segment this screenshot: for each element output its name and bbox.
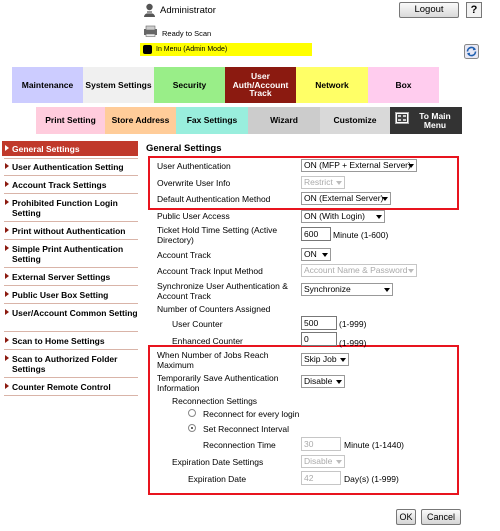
- enhanced-counter-label: Enhanced Counter: [172, 336, 243, 346]
- ticket-hold-input[interactable]: 600: [301, 227, 331, 241]
- dropdown-arrow-icon: [376, 215, 382, 219]
- tab-box[interactable]: Box: [368, 67, 439, 103]
- account-track-input-value: Account Name & Password: [304, 265, 408, 275]
- sidebar-item-print-without-authentication[interactable]: [4, 226, 138, 236]
- administrator-icon: [143, 3, 156, 17]
- sidebar-divider: [4, 193, 138, 194]
- expiration-date-unit: Day(s) (1-999): [344, 474, 399, 484]
- sidebar-item-user-authentication-setting[interactable]: [4, 162, 138, 172]
- printer-status-icon: [143, 25, 158, 37]
- arrow-right-icon: [5, 245, 9, 251]
- sidebar-divider: [4, 239, 138, 240]
- account-track-value: ON: [304, 249, 317, 259]
- user-counter-unit: (1-999): [339, 319, 367, 329]
- tab-wizard[interactable]: Wizard: [248, 107, 320, 134]
- dropdown-arrow-icon: [408, 164, 414, 168]
- default-auth-method-select[interactable]: [301, 192, 391, 205]
- main-menu-icon: [395, 112, 409, 124]
- sidebar-item-external-server-settings[interactable]: [4, 272, 138, 282]
- sidebar-divider: [4, 349, 138, 350]
- jobs-reach-max-select[interactable]: [301, 353, 349, 366]
- expiration-date-settings-value: Disable: [304, 456, 333, 466]
- device-status: Ready to Scan: [162, 29, 212, 38]
- sidebar-item-label: Counter Remote Control: [12, 382, 111, 392]
- page-title: General Settings: [146, 143, 222, 154]
- arrow-right-icon: [5, 273, 9, 279]
- sidebar-divider: [4, 158, 138, 159]
- user-counter-input[interactable]: 500: [301, 316, 337, 330]
- sidebar-divider: [4, 267, 138, 268]
- reconnection-settings-label: Reconnection Settings: [172, 396, 258, 406]
- overwrite-user-info-label: Overwrite User Info: [157, 178, 231, 188]
- tab-user-auth-account-track[interactable]: User Auth/Account Track: [225, 67, 296, 103]
- account-track-select[interactable]: [301, 248, 331, 261]
- logout-button[interactable]: Logout: [399, 2, 459, 18]
- mode-status: In Menu (Admin Mode): [156, 46, 228, 53]
- dropdown-arrow-icon: [382, 197, 388, 201]
- expiration-date-settings-select[interactable]: [301, 455, 345, 468]
- set-reconnect-interval-radio[interactable]: [188, 424, 196, 432]
- dropdown-arrow-icon: [336, 460, 342, 464]
- sidebar-item-general-settings[interactable]: [4, 144, 138, 154]
- arrow-right-icon: [5, 227, 9, 233]
- default-auth-method-value: ON (External Server): [304, 193, 384, 203]
- sidebar-item-label: Prohibited Function Login Setting: [12, 198, 118, 218]
- reconnection-time-label: Reconnection Time: [203, 440, 276, 450]
- account-track-input-label: Account Track Input Method: [157, 266, 263, 276]
- counters-assigned-label: Number of Counters Assigned: [157, 304, 271, 314]
- dropdown-arrow-icon: [336, 181, 342, 185]
- account-track-input-select[interactable]: [301, 264, 417, 277]
- dropdown-arrow-icon: [408, 269, 414, 273]
- dropdown-arrow-icon: [336, 380, 342, 384]
- overwrite-user-info-value: Restrict: [304, 177, 333, 187]
- user-auth-label: User Authentication: [157, 161, 231, 171]
- reconnect-every-login-radio[interactable]: [188, 409, 196, 417]
- enhanced-counter-unit: (1-999): [339, 338, 367, 348]
- tab-network[interactable]: Network: [296, 67, 368, 103]
- sync-auth-select[interactable]: [301, 283, 393, 296]
- sidebar-item-label: User/Account Common Setting: [12, 308, 138, 318]
- account-track-label: Account Track: [157, 250, 211, 260]
- public-user-access-label: Public User Access: [157, 211, 230, 221]
- user-counter-label: User Counter: [172, 319, 223, 329]
- tab-print-setting[interactable]: Print Setting: [36, 107, 105, 134]
- tab-customize[interactable]: Customize: [320, 107, 390, 134]
- temp-save-auth-label: Temporarily Save Authentication Information: [157, 373, 279, 393]
- sync-auth-label: Synchronize User Authentication & Account Track: [157, 281, 288, 301]
- sidebar-item-label: Account Track Settings: [12, 180, 107, 190]
- sidebar-item-label: User Authentication Setting: [12, 162, 124, 172]
- reconnection-time-input[interactable]: 30: [301, 437, 341, 451]
- reconnect-every-login-label: Reconnect for every login: [203, 409, 300, 419]
- sidebar-divider: [4, 331, 138, 332]
- arrow-right-icon: [5, 383, 9, 389]
- sidebar-item-label: Scan to Home Settings: [12, 336, 105, 346]
- arrow-right-icon: [5, 163, 9, 169]
- sidebar-item-scan-to-home-settings[interactable]: [4, 336, 138, 346]
- sidebar-item-counter-remote-control[interactable]: [4, 382, 138, 392]
- sidebar-divider: [4, 221, 138, 222]
- sidebar-divider: [4, 377, 138, 378]
- temp-save-auth-value: Disable: [304, 376, 333, 386]
- ticket-hold-label: Ticket Hold Time Setting (Active Directory): [157, 225, 278, 245]
- user-auth-value: ON (MFP + External Server): [304, 160, 411, 170]
- ok-button[interactable]: OK: [396, 509, 416, 525]
- dropdown-arrow-icon: [384, 288, 390, 292]
- ticket-hold-unit: Minute (1-600): [333, 230, 389, 240]
- admin-mode-icon: [143, 45, 152, 54]
- expiration-date-settings-label: Expiration Date Settings: [172, 457, 264, 467]
- sync-auth-value: Synchronize: [304, 284, 351, 294]
- reconnection-time-unit: Minute (1-1440): [344, 440, 405, 450]
- public-user-access-value: ON (With Login): [304, 211, 365, 221]
- tab-fax-settings[interactable]: Fax Settings: [176, 107, 248, 134]
- tab-maintenance[interactable]: Maintenance: [12, 67, 83, 103]
- expiration-date-label: Expiration Date: [188, 474, 247, 484]
- arrow-right-icon: [5, 337, 9, 343]
- enhanced-counter-input[interactable]: 0: [301, 332, 337, 346]
- sidebar-item-label: Public User Box Setting: [12, 290, 109, 300]
- sidebar-item-account-track-settings[interactable]: [4, 180, 138, 190]
- overwrite-user-info-select[interactable]: [301, 176, 345, 189]
- arrow-right-icon: [5, 291, 9, 297]
- expiration-date-input[interactable]: 42: [301, 471, 341, 485]
- sidebar-divider: [4, 285, 138, 286]
- sidebar-divider: [4, 175, 138, 176]
- user-auth-select[interactable]: [301, 159, 417, 172]
- arrow-right-icon: [5, 181, 9, 187]
- sidebar-item-user-account-common-setting[interactable]: [4, 308, 138, 318]
- temp-save-auth-select[interactable]: [301, 375, 345, 388]
- sidebar-item-simple-print-authentication[interactable]: [4, 244, 138, 264]
- dropdown-arrow-icon: [322, 253, 328, 257]
- tab-to-main-menu-label: To Main Menu: [419, 110, 451, 130]
- refresh-icon[interactable]: [464, 44, 479, 59]
- default-auth-method-label: Default Authentication Method: [157, 194, 271, 204]
- tab-security[interactable]: Security: [154, 67, 225, 103]
- sidebar-item-label: Simple Print Authentication Setting: [12, 244, 124, 264]
- sidebar-item-label: Print without Authentication: [12, 226, 126, 236]
- help-button[interactable]: ?: [466, 2, 482, 18]
- sidebar-item-label: General Settings: [12, 144, 80, 154]
- sidebar-item-label: External Server Settings: [12, 272, 111, 282]
- arrow-right-icon: [5, 145, 9, 151]
- public-user-access-select[interactable]: [301, 210, 385, 223]
- sidebar-divider: [4, 395, 138, 396]
- sidebar-item-scan-to-authorized-folder[interactable]: [4, 354, 138, 374]
- arrow-right-icon: [5, 309, 9, 315]
- sidebar-divider: [4, 303, 138, 304]
- sidebar-item-label: Scan to Authorized Folder Settings: [12, 354, 118, 374]
- sidebar-item-public-user-box-setting[interactable]: [4, 290, 138, 300]
- tab-system-settings[interactable]: System Settings: [83, 67, 154, 103]
- cancel-button[interactable]: Cancel: [421, 509, 461, 525]
- dropdown-arrow-icon: [340, 358, 346, 362]
- jobs-reach-max-label: When Number of Jobs Reach Maximum: [157, 350, 269, 370]
- sidebar-item-prohibited-function-login[interactable]: [4, 198, 138, 218]
- arrow-right-icon: [5, 355, 9, 361]
- set-reconnect-interval-label: Set Reconnect Interval: [203, 424, 289, 434]
- tab-store-address[interactable]: Store Address: [105, 107, 176, 134]
- jobs-reach-max-value: Skip Job: [304, 354, 337, 364]
- user-name: Administrator: [160, 5, 216, 16]
- arrow-right-icon: [5, 199, 9, 205]
